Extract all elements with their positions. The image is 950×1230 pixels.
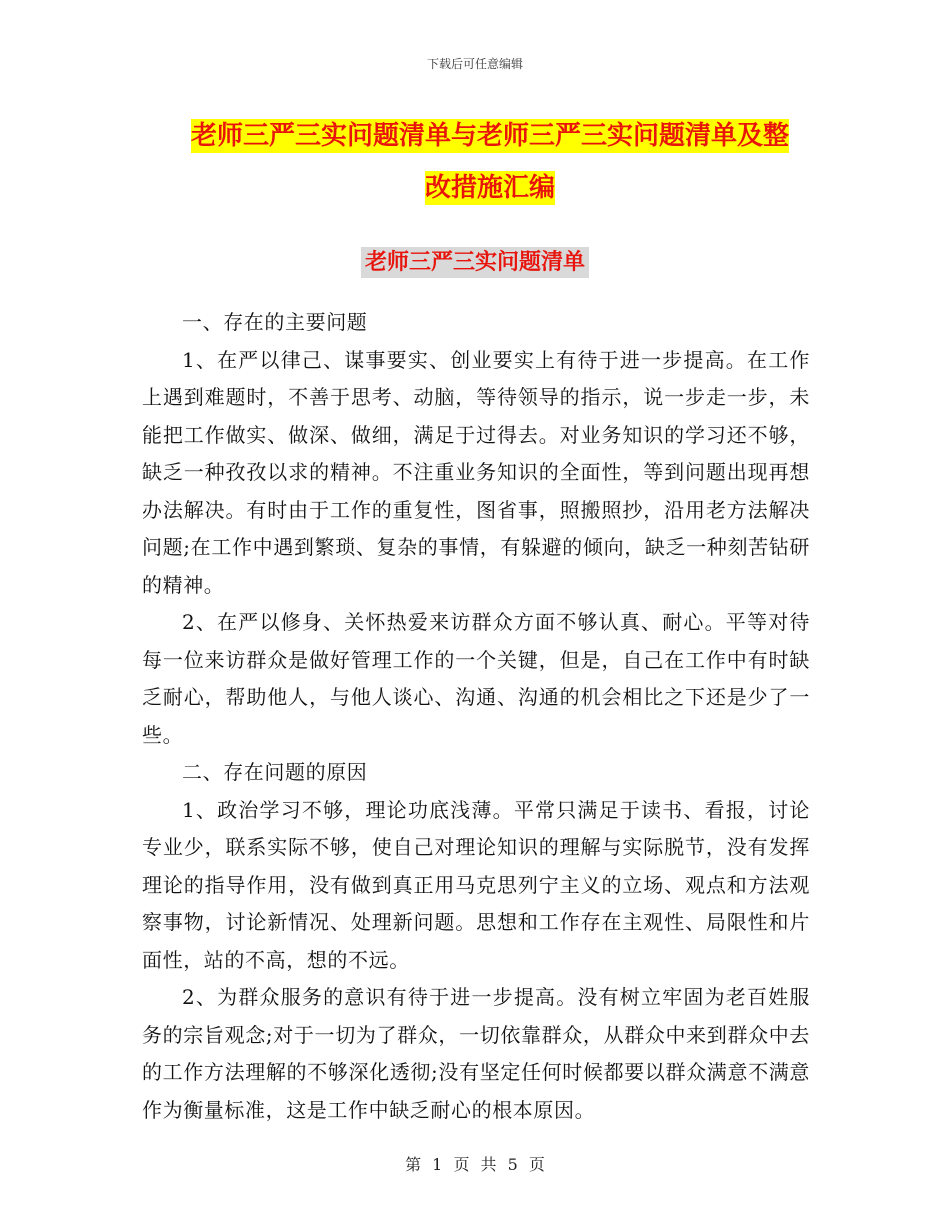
document-title-line2: 改措施汇编 xyxy=(424,173,555,203)
section-title xyxy=(0,244,950,282)
page-footer: 第 1 页 共 5 页 xyxy=(405,1155,545,1174)
section-title-text: 老师三严三实问题清单 xyxy=(361,247,589,278)
document-body xyxy=(142,304,810,1129)
paragraph: 2、在严以修身、关怀热爱来访群众方面不够认真、耐心。平等对待每一位来访群众是做好管理工作的一个关键，但是，自己在工作中有时缺乏耐心，帮助他人，与他人谈心、沟通、沟通的机会相比之下还是少了一些。 xyxy=(142,610,810,747)
paragraph: 2、为群众服务的意识有待于进一步提高。没有树立牢固为老百姓服务的宗旨观念;对于一切为了群众，一切依靠群众，从群众中来到群众中去的工作方法理解的不够深化透彻;没有坚定任何时候都要以群众满意不满意作为衡量标准，这是工作中缺乏耐心的根本原因。 xyxy=(142,985,810,1122)
heading-existing-problems: 一、存在的主要问题 xyxy=(182,310,368,334)
paragraph: 1、政治学习不够，理论功底浅薄。平常只满足于读书、看报，讨论专业少，联系实际不够，使自己对理论知识的理解与实际脱节，没有发挥理论的指导作用，没有做到真正用马克思列宁主义的立场、观点和方法观察事物，讨论新情况、处理新问题。思想和工作存在主观性、局限性和片面性，站的不高，想的不远。 xyxy=(142,797,810,972)
paragraph: 1、在严以律己、谋事要实、创业要实上有待于进一步提高。在工作上遇到难题时，不善于思考、动脑，等待领导的指示，说一步走一步，未能把工作做实、做深、做细，满足于过得去。对业务知识的学习还不够，缺乏一种孜孜以求的精神。不注重业务知识的全面性，等到问题出现再想办法解决。有时由于工作的重复性，图省事，照搬照抄，沿用老方法解决问题;在工作中遇到繁琐、复杂的事情，有躲避的倾向，缺乏一种刻苦钻研的精神。 xyxy=(142,347,810,597)
header-note: 下载后可任意编辑 xyxy=(426,57,523,71)
document-title xyxy=(170,110,810,214)
heading-problem-causes: 二、存在问题的原因 xyxy=(182,760,368,784)
document-title-line1: 老师三严三实问题清单与老师三严三实问题清单及整 xyxy=(190,121,789,151)
